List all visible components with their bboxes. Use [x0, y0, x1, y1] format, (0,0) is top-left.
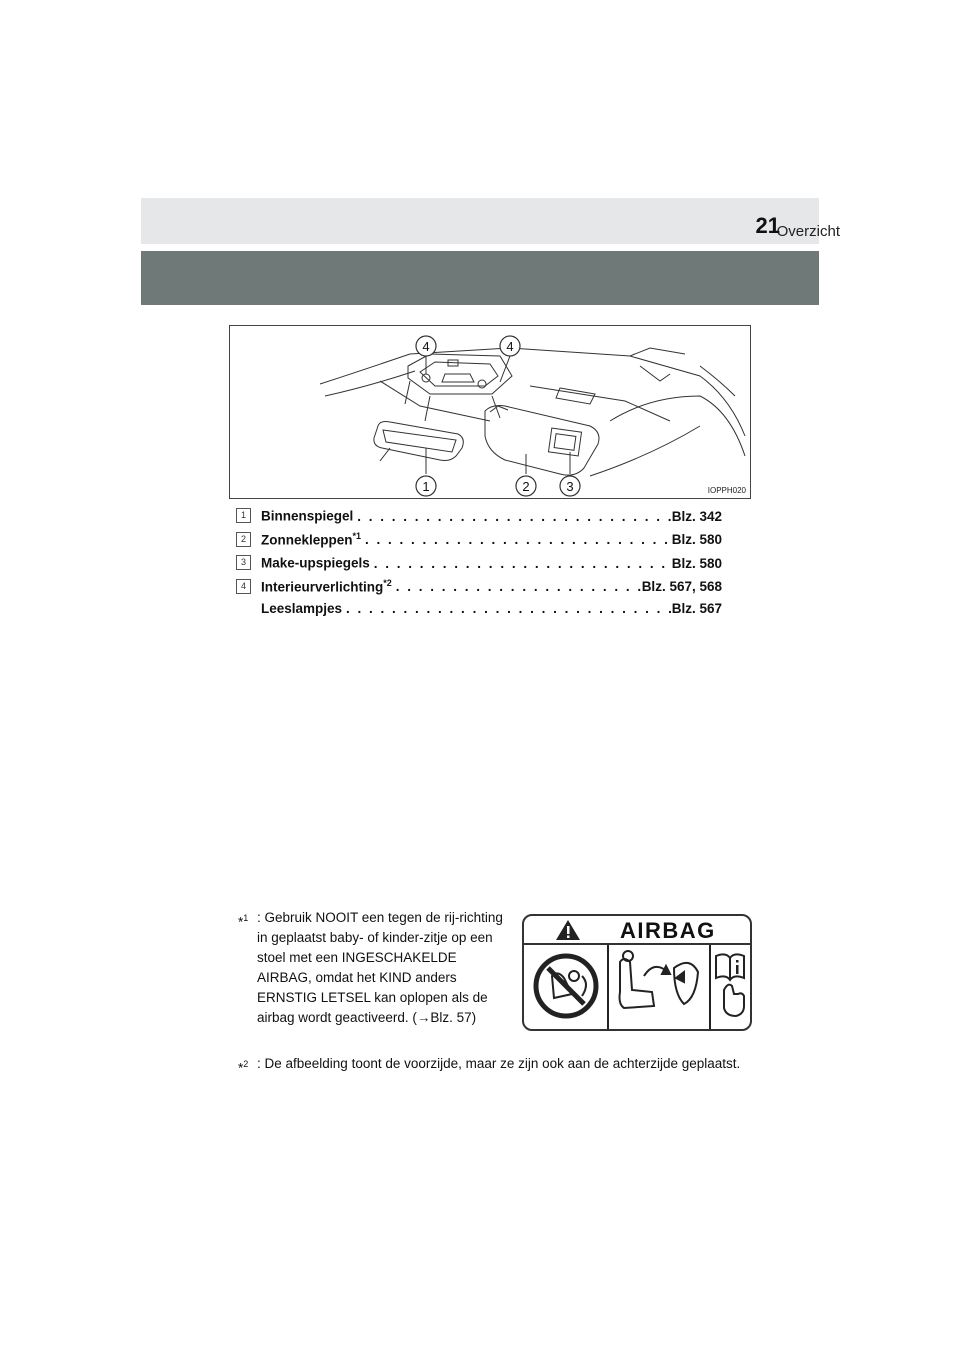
leader-dots — [370, 556, 672, 571]
section-title: Overzicht — [776, 223, 840, 240]
item-number: 3 — [236, 555, 251, 570]
sun-visor — [485, 406, 599, 476]
list-item — [236, 505, 722, 529]
item-label: Binnenspiegel — [261, 508, 354, 524]
item-label: Interieurverlichting — [261, 579, 384, 594]
leader-dots — [361, 532, 672, 547]
headliner-lines — [320, 348, 745, 436]
figure-code: IOPPH020 — [707, 486, 746, 495]
leader-dots — [392, 579, 642, 594]
callout-label: 2 — [522, 479, 530, 494]
overhead-illustration — [229, 325, 751, 499]
item-label: Make-upspiegels — [261, 555, 370, 571]
item-number: 2 — [236, 532, 251, 547]
callout-label: 4 — [422, 339, 430, 354]
footnote-mark: *$^1$ — [238, 913, 249, 930]
overhead-console — [405, 354, 512, 421]
component-list — [236, 505, 722, 623]
footnote-text: : Gebruik NOOIT een tegen de rij-richting in geplaatst baby- of kinder-zitje op een stoel met een INGESCHAKELDE AIRBAG, omdat het KIND anders ERNSTIG LETSEL kan oplopen als de airbag wordt geactiveerd. (→Blz. 57) — [257, 910, 503, 1025]
footnote-1 — [238, 908, 513, 1028]
item-page-ref[interactable]: Blz. 342 — [671, 508, 722, 524]
rear-view-mirror — [374, 422, 463, 462]
list-item — [236, 576, 722, 600]
callout-circles — [416, 336, 580, 496]
header-bar — [141, 198, 819, 244]
callout-label: 3 — [566, 479, 574, 494]
footnote-text: : De afbeelding toont de voorzijde, maar ze zijn ook aan de achterzijde geplaatst. — [257, 1056, 741, 1071]
item-page-ref[interactable]: Blz. 567 — [671, 601, 722, 616]
windshield-edge — [590, 366, 745, 476]
list-item — [236, 552, 722, 576]
item-note: *2 — [383, 577, 392, 588]
item-number: 1 — [236, 508, 251, 523]
item-label: Zonnekleppen — [261, 532, 353, 547]
item-number: 4 — [236, 579, 251, 594]
list-item — [236, 599, 722, 623]
no-rear-facing-seat-icon — [536, 956, 596, 1016]
airbag-word: AIRBAG — [620, 918, 716, 943]
item-page-ref[interactable]: Blz. 580 — [671, 555, 722, 571]
leader-dots — [353, 509, 671, 524]
section-band — [141, 251, 819, 305]
airbag-warning-label — [522, 914, 752, 1031]
callout-label: 4 — [506, 339, 514, 354]
footnote-mark: *$^2$ — [238, 1059, 249, 1076]
item-label: Leeslampjes — [261, 601, 343, 616]
footnote-2 — [238, 1054, 746, 1074]
item-note: *1 — [352, 530, 362, 541]
item-page-ref[interactable]: Blz. 567, 568 — [641, 579, 722, 594]
list-item — [236, 529, 722, 553]
leader-dots — [342, 601, 672, 616]
manual-info-icon — [716, 954, 744, 1016]
item-page-ref[interactable]: Blz. 580 — [671, 532, 722, 547]
callout-label: 1 — [422, 479, 430, 494]
warning-triangle-icon — [556, 920, 580, 940]
airbag-deploy-icon — [620, 951, 699, 1008]
page-number: 21 — [755, 213, 780, 238]
